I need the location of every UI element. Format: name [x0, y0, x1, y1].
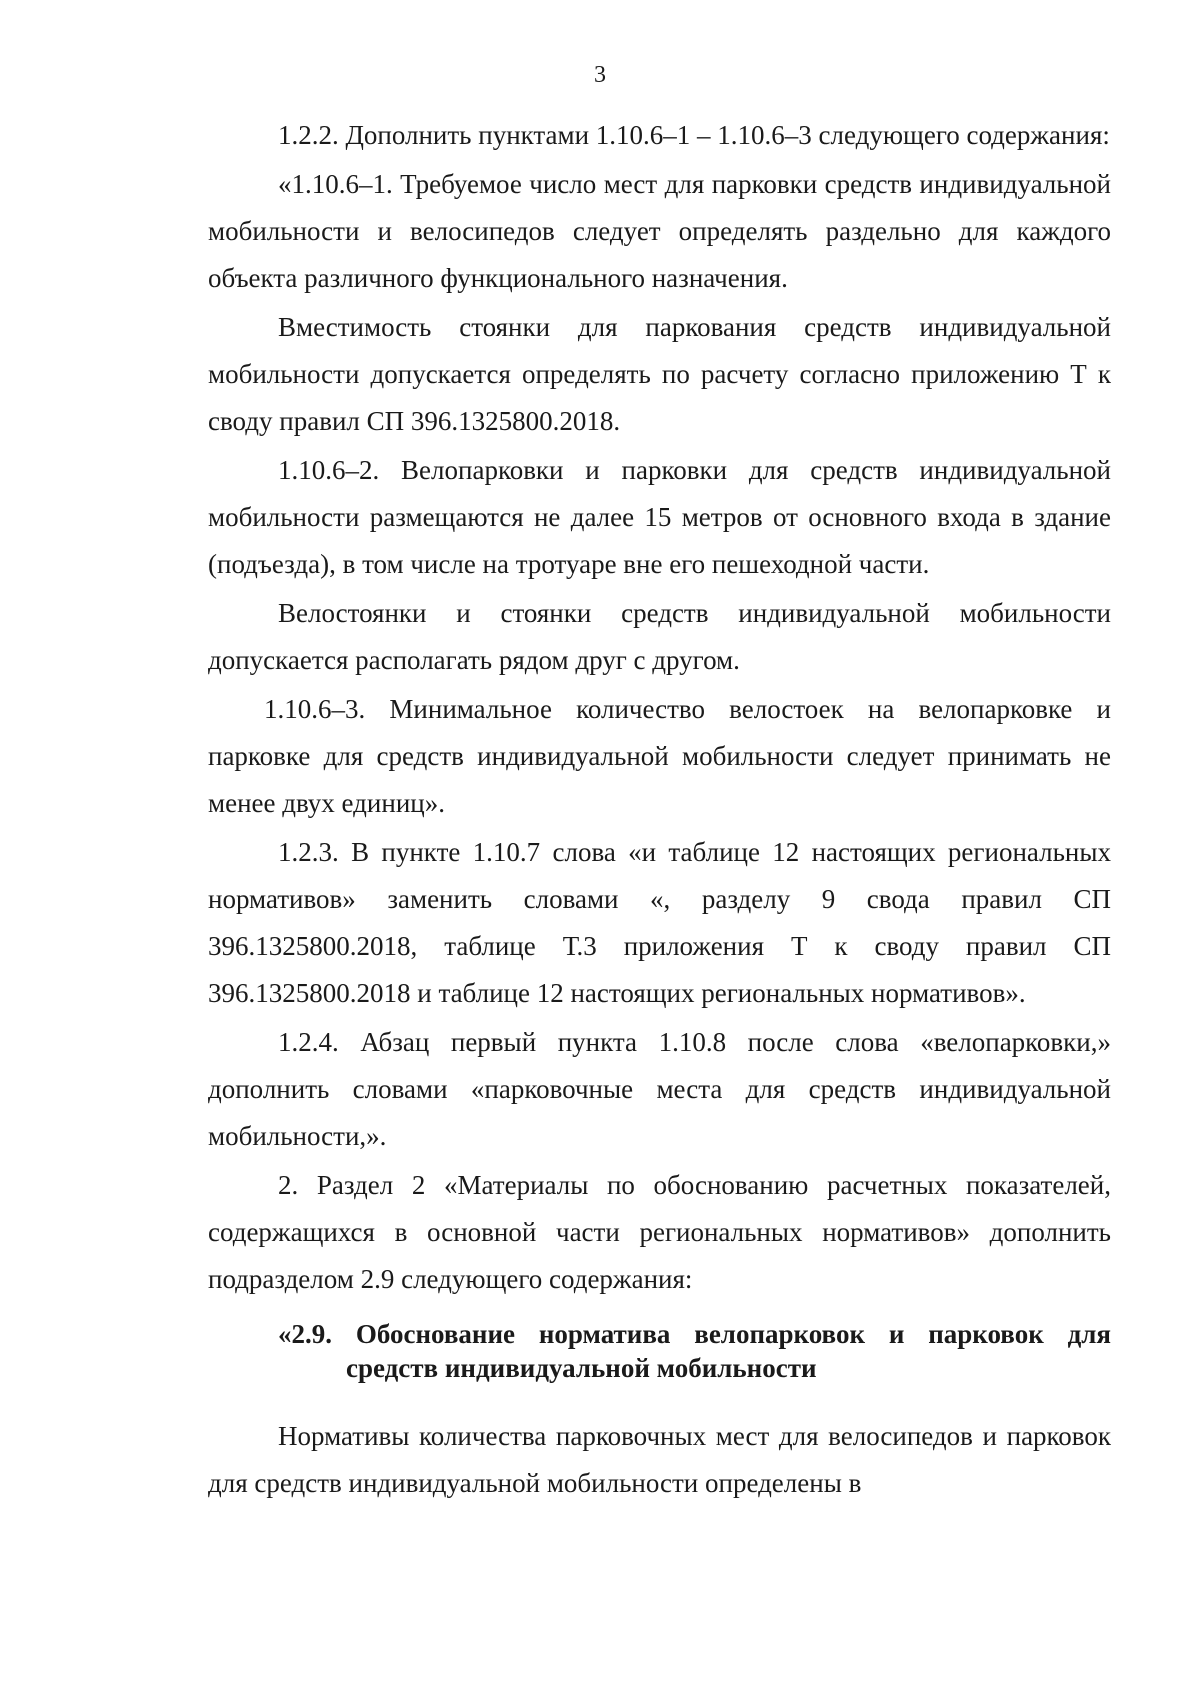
- subsection-heading-2-9: [208, 1317, 1111, 1385]
- document-body: [208, 112, 1111, 1509]
- paragraph-capacity: Вместимость стоянки для паркования средств индивидуальной мобильности допускается определять по расчету согласно приложению Т к своду правил СП 396.1325800.2018.: [208, 312, 1111, 436]
- paragraph-bike-stands: Велостоянки и стоянки средств индивидуальной мобильности допускается располагать рядом друг с другом.: [208, 598, 1111, 675]
- paragraph-1-10-6-2: 1.10.6–2. Велопарковки и парковки для средств индивидуальной мобильности размещаются не далее 15 метров от основного входа в здание (подъезда), в том числе на тротуаре вне его пешеходной части.: [208, 455, 1111, 579]
- paragraph-1-2-3: 1.2.3. В пункте 1.10.7 слова «и таблице 12 настоящих региональных нормативов» заменить словами «, разделу 9 свода правил СП 396.1325800.2018, таблице Т.3 приложения Т к своду правил СП 396.1325800.2018 и таблице 12 настоящих региональных нормативов».: [208, 837, 1111, 1008]
- heading-line-1: «2.9. Обоснование норматива велопарковок и парковок для: [278, 1319, 1111, 1349]
- heading-line-2: средств индивидуальной мобильности: [346, 1353, 817, 1383]
- page-number: 3: [594, 62, 606, 88]
- paragraph-1-10-6-3: 1.10.6–3. Минимальное количество велостоек на велопарковке и парковке для средств индивидуальной мобильности следует принимать не менее двух единиц».: [208, 694, 1111, 818]
- paragraph-section-2: 2. Раздел 2 «Материалы по обоснованию расчетных показателей, содержащихся в основной части региональных нормативов» дополнить подразделом 2.9 следующего содержания:: [208, 1170, 1111, 1294]
- paragraph-1-2-2: 1.2.2. Дополнить пунктами 1.10.6–1 – 1.10.6–3 следующего содержания:: [278, 120, 1110, 150]
- paragraph-1-10-6-1: «1.10.6–1. Требуемое число мест для парковки средств индивидуальной мобильности и велосипедов следует определять раздельно для каждого объекта различного функционального назначения.: [208, 169, 1111, 293]
- paragraph-1-2-4: 1.2.4. Абзац первый пункта 1.10.8 после слова «велопарковки,» дополнить словами «парковочные места для средств индивидуальной мобильности,».: [208, 1027, 1111, 1151]
- paragraph-norms: Нормативы количества парковочных мест для велосипедов и парковок для средств индивидуальной мобильности определены в: [208, 1421, 1111, 1498]
